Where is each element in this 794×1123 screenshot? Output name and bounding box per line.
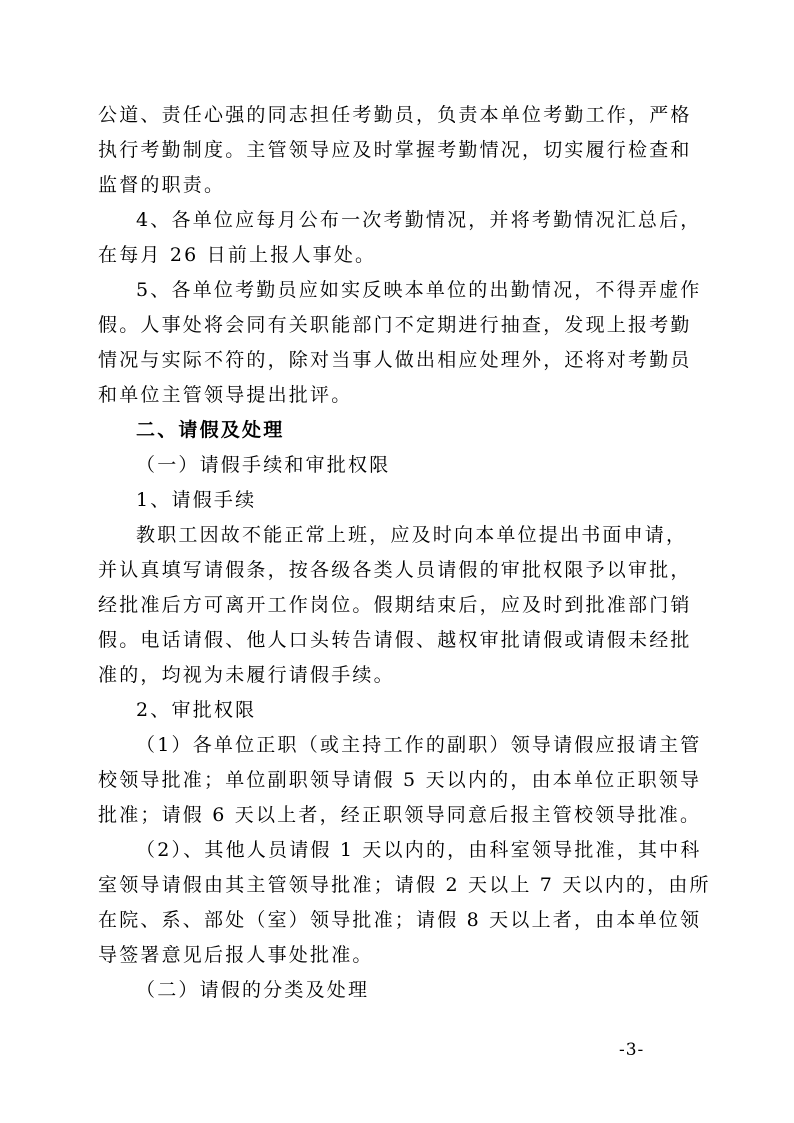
subsection-heading-2: （二）请假的分类及处理 [136, 979, 370, 1001]
body-text-line-14: 并认真填写请假条，按各级各类人员请假的审批权限予以审批， [98, 559, 692, 581]
body-text-line-9: 和单位主管领导提出批评。 [98, 384, 353, 406]
section-heading: 二、请假及处理 [136, 419, 285, 441]
body-text-line-5: 在每月 26 日前上报人事处。 [98, 244, 377, 266]
body-text-line-1: 公道、责任心强的同志担任考勤员，负责本单位考勤工作，严格 [98, 104, 692, 126]
body-text-line-23: 室领导请假由其主管领导批准；请假 2 天以上 7 天以内的，由所 [98, 874, 711, 896]
body-text-line-4: 4、各单位应每月公布一次考勤情况，并将考勤情况汇总后， [136, 209, 702, 231]
body-text-line-13: 教职工因故不能正常上班，应及时向本单位提出书面申请， [136, 524, 688, 546]
body-text-line-19: （1）各单位正职（或主持工作的副职）领导请假应报请主管 [136, 734, 702, 756]
body-text-line-22: （2）、其他人员请假 1 天以内的，由科室领导批准，其中科 [136, 839, 702, 861]
body-text-line-15: 经批准后方可离开工作岗位。假期结束后，应及时到批准部门销 [98, 594, 692, 616]
body-text-line-7: 假。人事处将会同有关职能部门不定期进行抽查，发现上报考勤 [98, 314, 692, 336]
body-text-line-21: 批准；请假 6 天以上者，经正职领导同意后报主管校领导批准。 [98, 804, 702, 826]
body-text-line-3: 监督的职责。 [98, 174, 226, 196]
body-text-line-2: 执行考勤制度。主管领导应及时掌握考勤情况，切实履行检查和 [98, 139, 692, 161]
body-text-line-20: 校领导批准；单位副职领导请假 5 天以内的，由本单位正职领导 [98, 769, 702, 791]
item-heading-2: 2、审批权限 [136, 699, 257, 721]
body-text-line-25: 导签署意见后报人事处批准。 [98, 944, 374, 966]
body-text-line-17: 准的，均视为未履行请假手续。 [98, 664, 395, 686]
subsection-heading-1: （一）请假手续和审批权限 [136, 454, 391, 476]
body-text-line-16: 假。电话请假、他人口头转告请假、越权审批请假或请假未经批 [98, 629, 692, 651]
item-heading-1: 1、请假手续 [136, 489, 257, 511]
body-text-line-6: 5、各单位考勤员应如实反映本单位的出勤情况，不得弄虚作 [136, 279, 702, 301]
page-number: -3- [619, 1040, 645, 1060]
body-text-line-24: 在院、系、部处（室）领导批准；请假 8 天以上者，由本单位领 [98, 909, 702, 931]
body-text-line-8: 情况与实际不符的，除对当事人做出相应处理外，还将对考勤员 [98, 349, 692, 371]
